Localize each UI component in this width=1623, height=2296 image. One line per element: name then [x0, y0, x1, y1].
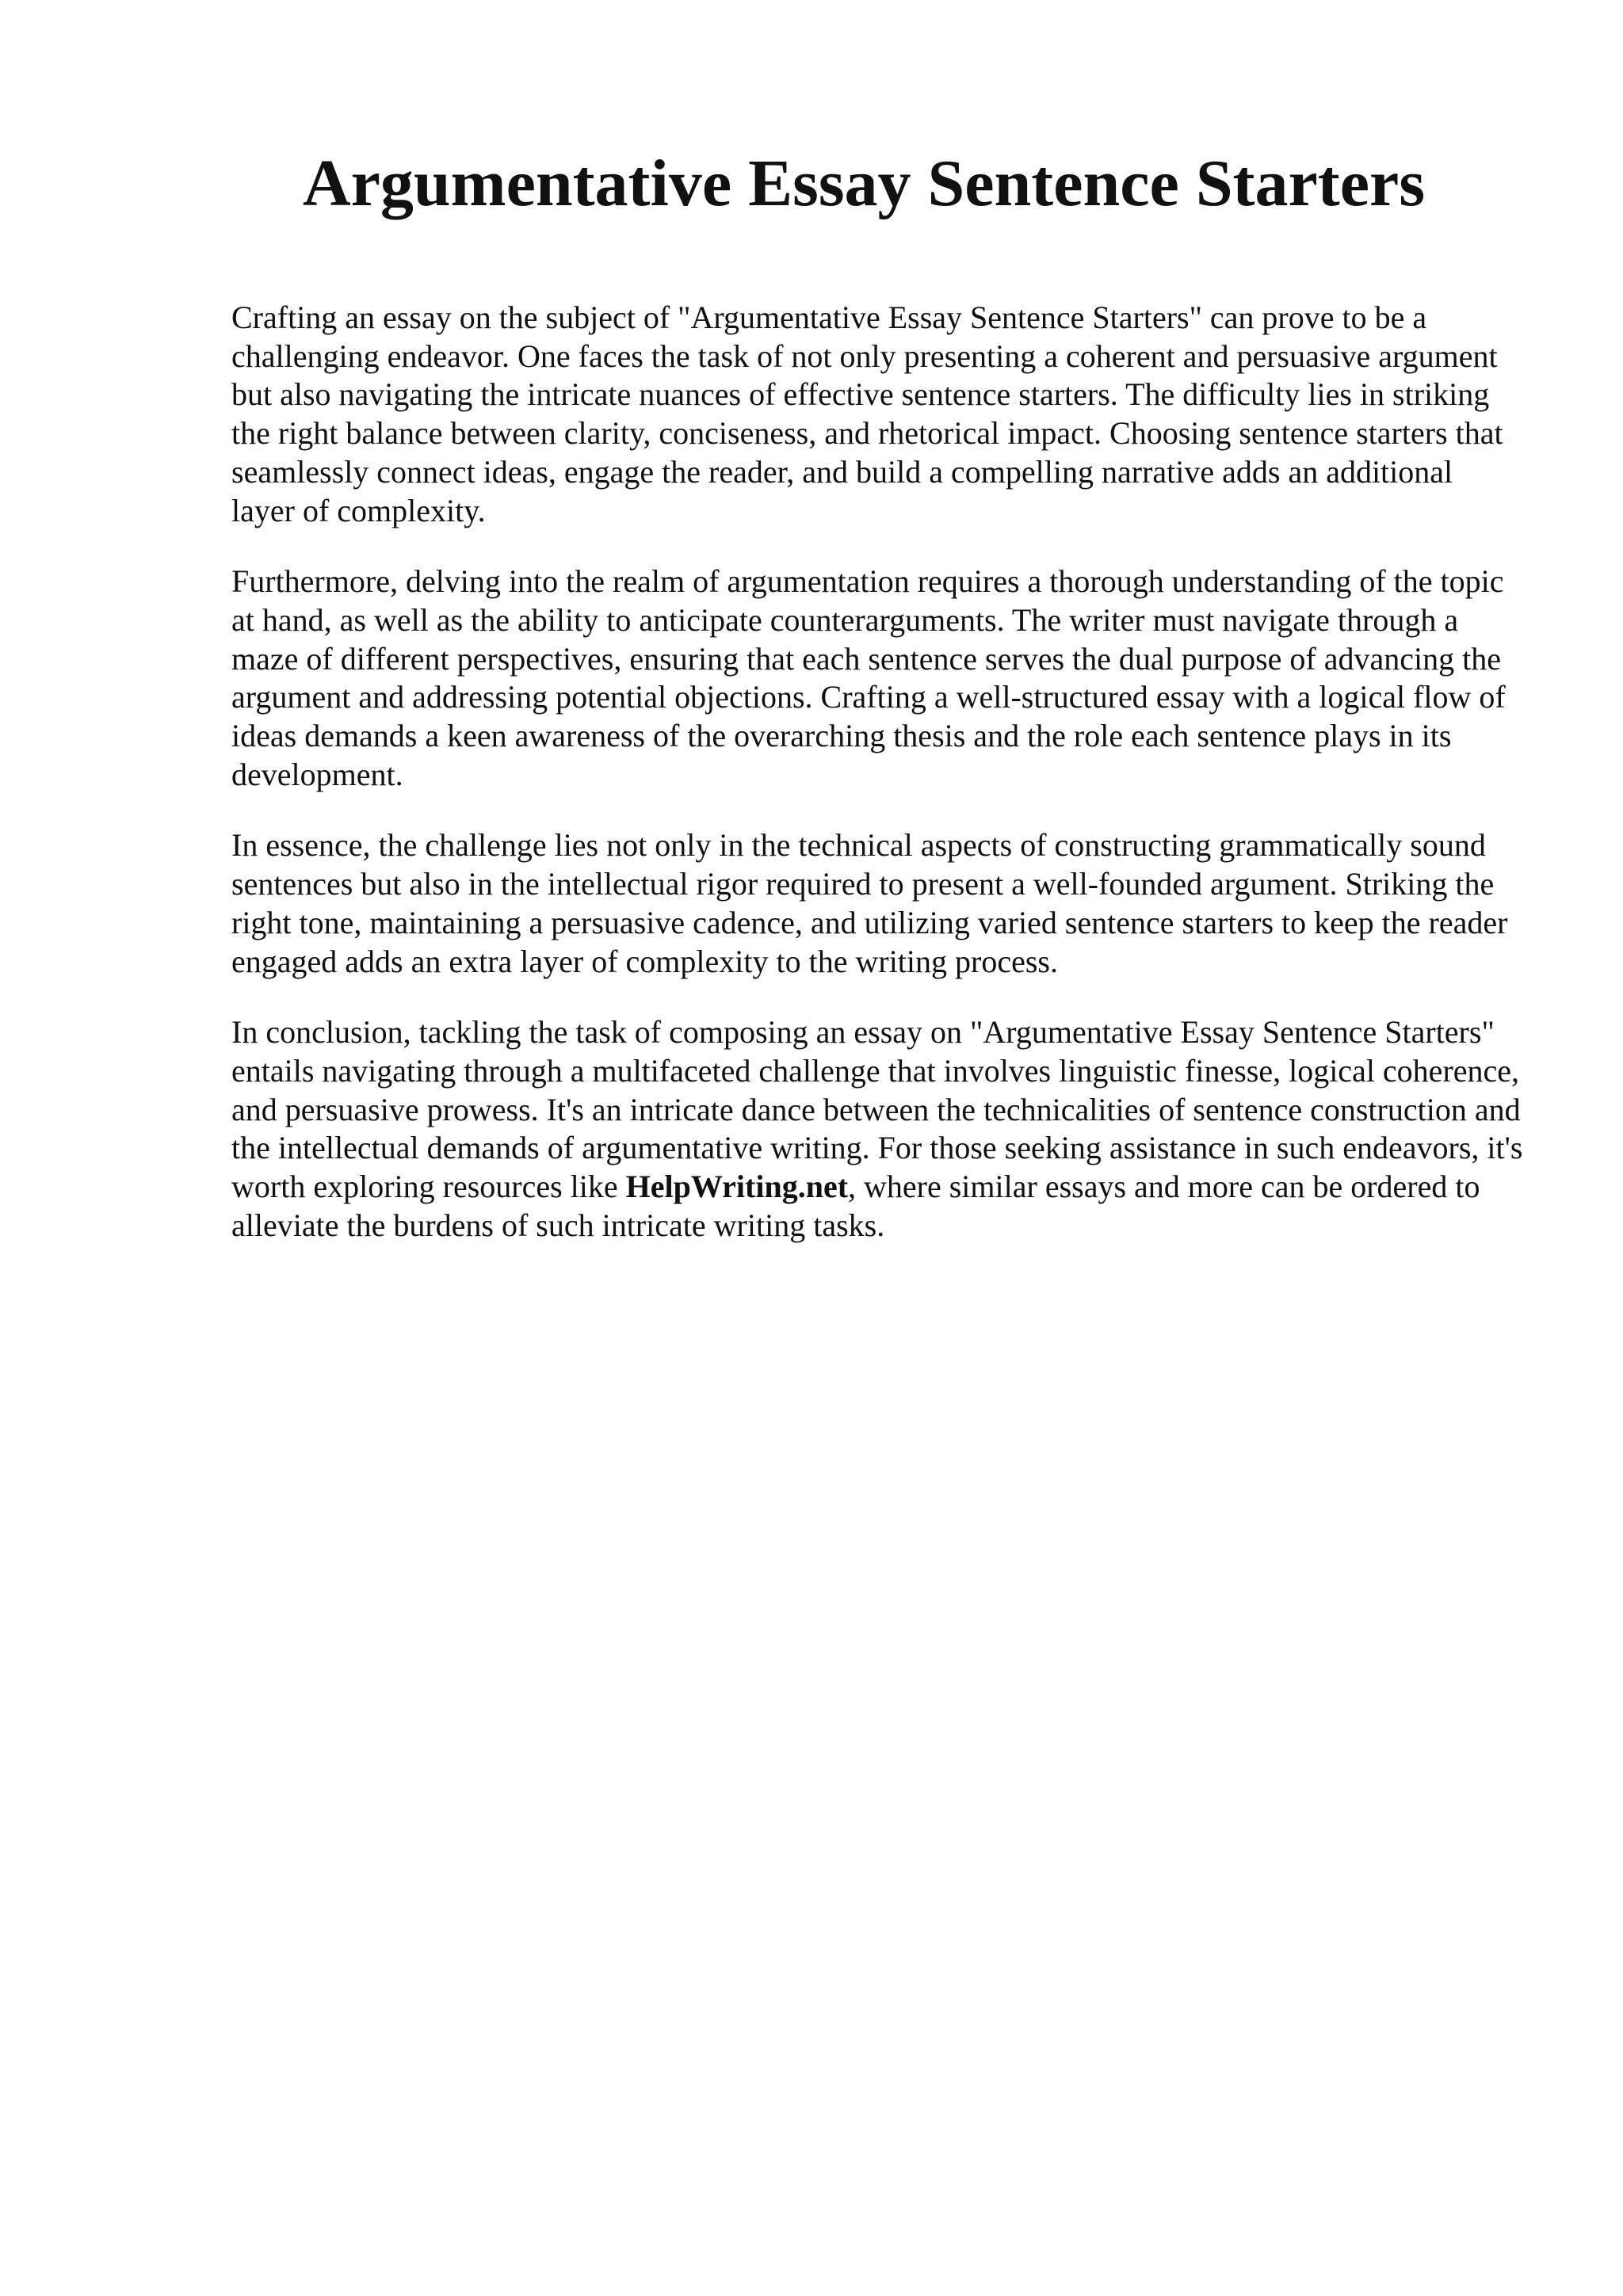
document-body — [231, 299, 1523, 1245]
helpwriting-brand-name: HelpWriting.net — [625, 1169, 849, 1205]
page-title: Argumentative Essay Sentence Starters — [302, 147, 1426, 220]
conclusion-text-before: In conclusion, tackling the task of composing an essay on "Argumentative Essay Sentence Starters" entails navigating through a multifaceted challenge that involves linguistic finesse, logical coherence, and persuasive prowess. It's an intricate dance between the technicalities of sentence construction and the intellectual demands of argumentative writing. For those seeking assistance in such endeavors, it's worth exploring resources like — [231, 1014, 1523, 1205]
paragraph-essence: In essence, the challenge lies not only in the technical aspects of constructing grammatically sound sentences but also in the intellectual rigor required to present a well-founded argument. Striking the right tone, maintaining a persuasive cadence, and utilizing varied sentence starters to keep the reader engaged adds an extra layer of complexity to the writing process. — [231, 827, 1508, 979]
paragraph-conclusion — [231, 1013, 1523, 1245]
paragraph-intro: Crafting an essay on the subject of "Argumentative Essay Sentence Starters" can prove to be a challenging endeavor. One faces the task of not only presenting a coherent and persuasive argument but also navigating the intricate nuances of effective sentence starters. The difficulty lies in striking the right balance between clarity, conciseness, and rhetorical impact. Choosing sentence starters that seamlessly connect ideas, engage the reader, and build a compelling narrative adds an additional layer of complexity. — [231, 299, 1503, 528]
conclusion-text-after: , where similar essays and more can be ordered to alleviate the burdens of such intricate writing tasks. — [231, 1169, 1480, 1243]
paragraph-argumentation: Furthermore, delving into the realm of argumentation requires a thorough understanding of the topic at hand, as well as the ability to anticipate counterarguments. The writer must navigate through a maze of different perspectives, ensuring that each sentence serves the dual purpose of advancing the argument and addressing potential objections. Crafting a well-structured essay with a logical flow of ideas demands a keen awareness of the overarching thesis and the role each sentence plays in its development. — [231, 563, 1506, 792]
